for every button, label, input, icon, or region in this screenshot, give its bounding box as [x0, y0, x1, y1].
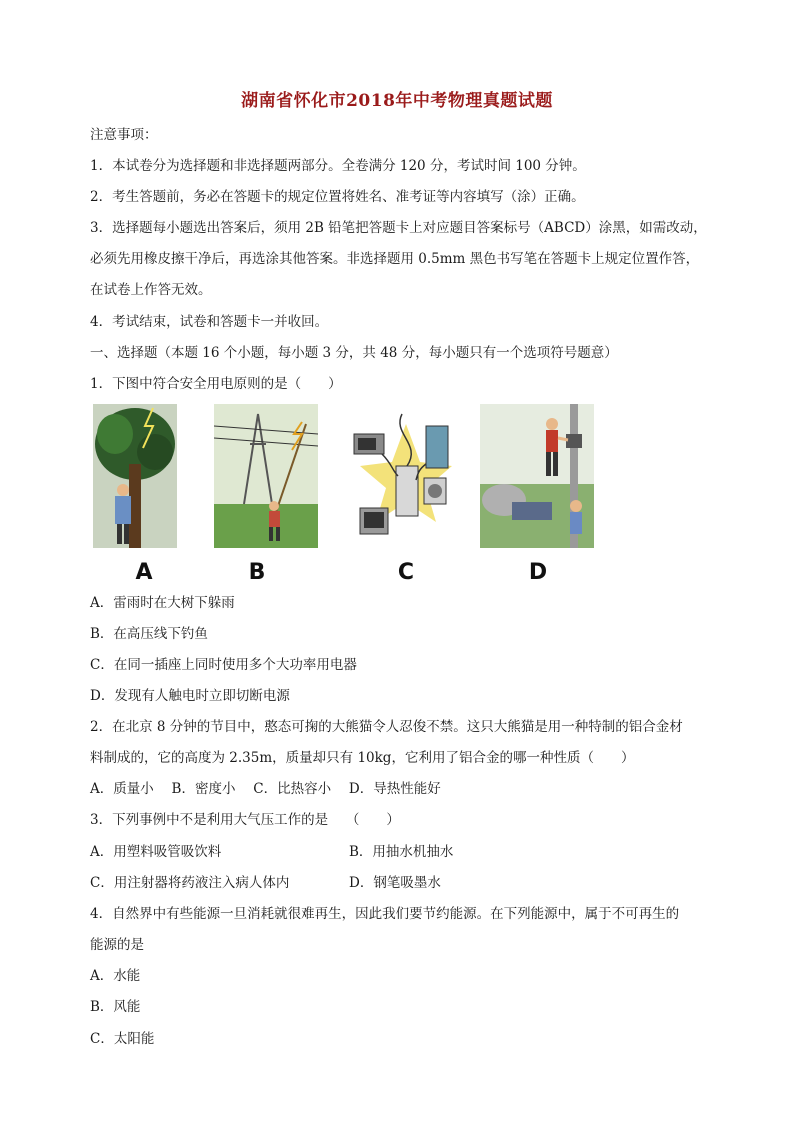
- figure-d-rescue-image: [480, 404, 594, 548]
- notice-item-4: 4．考试结束，试卷和答题卡一并收回。: [90, 314, 329, 330]
- q4-option-b: B．风能: [90, 999, 141, 1015]
- notice-item-1: 1．本试卷分为选择题和非选择题两部分。全卷满分 120 分，考试时间 100 分钟。: [90, 158, 586, 174]
- q3-option-a: A．用塑料吸管吸饮料: [90, 844, 222, 860]
- figure-label-d: D: [528, 560, 548, 585]
- q3-option-b: B．用抽水机抽水: [349, 844, 454, 860]
- figure-b-powerline-image: [214, 404, 318, 548]
- notice-item-3-cont: 必须先用橡皮擦干净后，再选涂其他答案。非选择题用 0.5mm 黑色书写笔在答题卡上规定位置作答，: [90, 251, 700, 267]
- q4-option-c: C．太阳能: [90, 1031, 155, 1047]
- q2-options: A．质量小 B．密度小 C．比热容小 D．导热性能好: [90, 781, 441, 797]
- q2-stem-line2: 料制成的，它的高度为 2.35m，质量却只有 10kg，它利用了铝合金的哪一种性质（ ）: [90, 750, 635, 766]
- notice-item-2: 2．考生答题前，务必在答题卡的规定位置将姓名、准考证等内容填写（涂）正确。: [90, 189, 585, 205]
- q4-stem-line1: 4．自然界中有些能源一旦消耗就很难再生，因此我们要节约能源。在下列能源中，属于不可再生的: [90, 906, 680, 922]
- q3-option-c: C．用注射器将药液注入病人体内: [90, 875, 290, 891]
- q1-option-d: D．发现有人触电时立即切断电源: [90, 688, 290, 704]
- q3-stem: 3．下列事例中不是利用大气压工作的是 （ ）: [90, 812, 400, 828]
- notice-heading: 注意事项：: [90, 127, 158, 143]
- q1-option-b: B．在高压线下钓鱼: [90, 626, 208, 642]
- q3-option-d: D．钢笔吸墨水: [349, 875, 441, 891]
- q4-option-a: A．水能: [90, 968, 141, 984]
- q4-stem-line2: 能源的是: [90, 937, 144, 953]
- q1-option-c: C．在同一插座上同时使用多个大功率用电器: [90, 657, 357, 673]
- q2-stem-line1: 2．在北京 8 分钟的节目中，憨态可掬的大熊猫令人忍俊不禁。这只大熊猫是用一种特制的铝合金材: [90, 719, 683, 735]
- figure-label-c: C: [397, 560, 415, 585]
- figure-label-b: B: [248, 560, 266, 585]
- q1-stem: 1．下图中符合安全用电原则的是（ ）: [90, 376, 342, 392]
- figure-label-a: A: [135, 560, 153, 585]
- section-heading: 一、选择题（本题 16 个小题，每小题 3 分，共 48 分，每小题只有一个选项符号题意）: [90, 345, 618, 361]
- notice-item-3-end: 在试卷上作答无效。: [90, 282, 212, 298]
- page-title: 湖南省怀化市2018年中考物理真题试题: [241, 91, 553, 111]
- notice-item-3: 3．选择题每小题选出答案后，须用 2B 铅笔把答题卡上对应题目答案标号（ABCD）涂黑，如需改动，: [90, 220, 707, 236]
- q1-option-a: A．雷雨时在大树下躲雨: [90, 595, 235, 611]
- figure-a-tree-image: [93, 404, 177, 548]
- figure-c-socket-image: [352, 404, 460, 548]
